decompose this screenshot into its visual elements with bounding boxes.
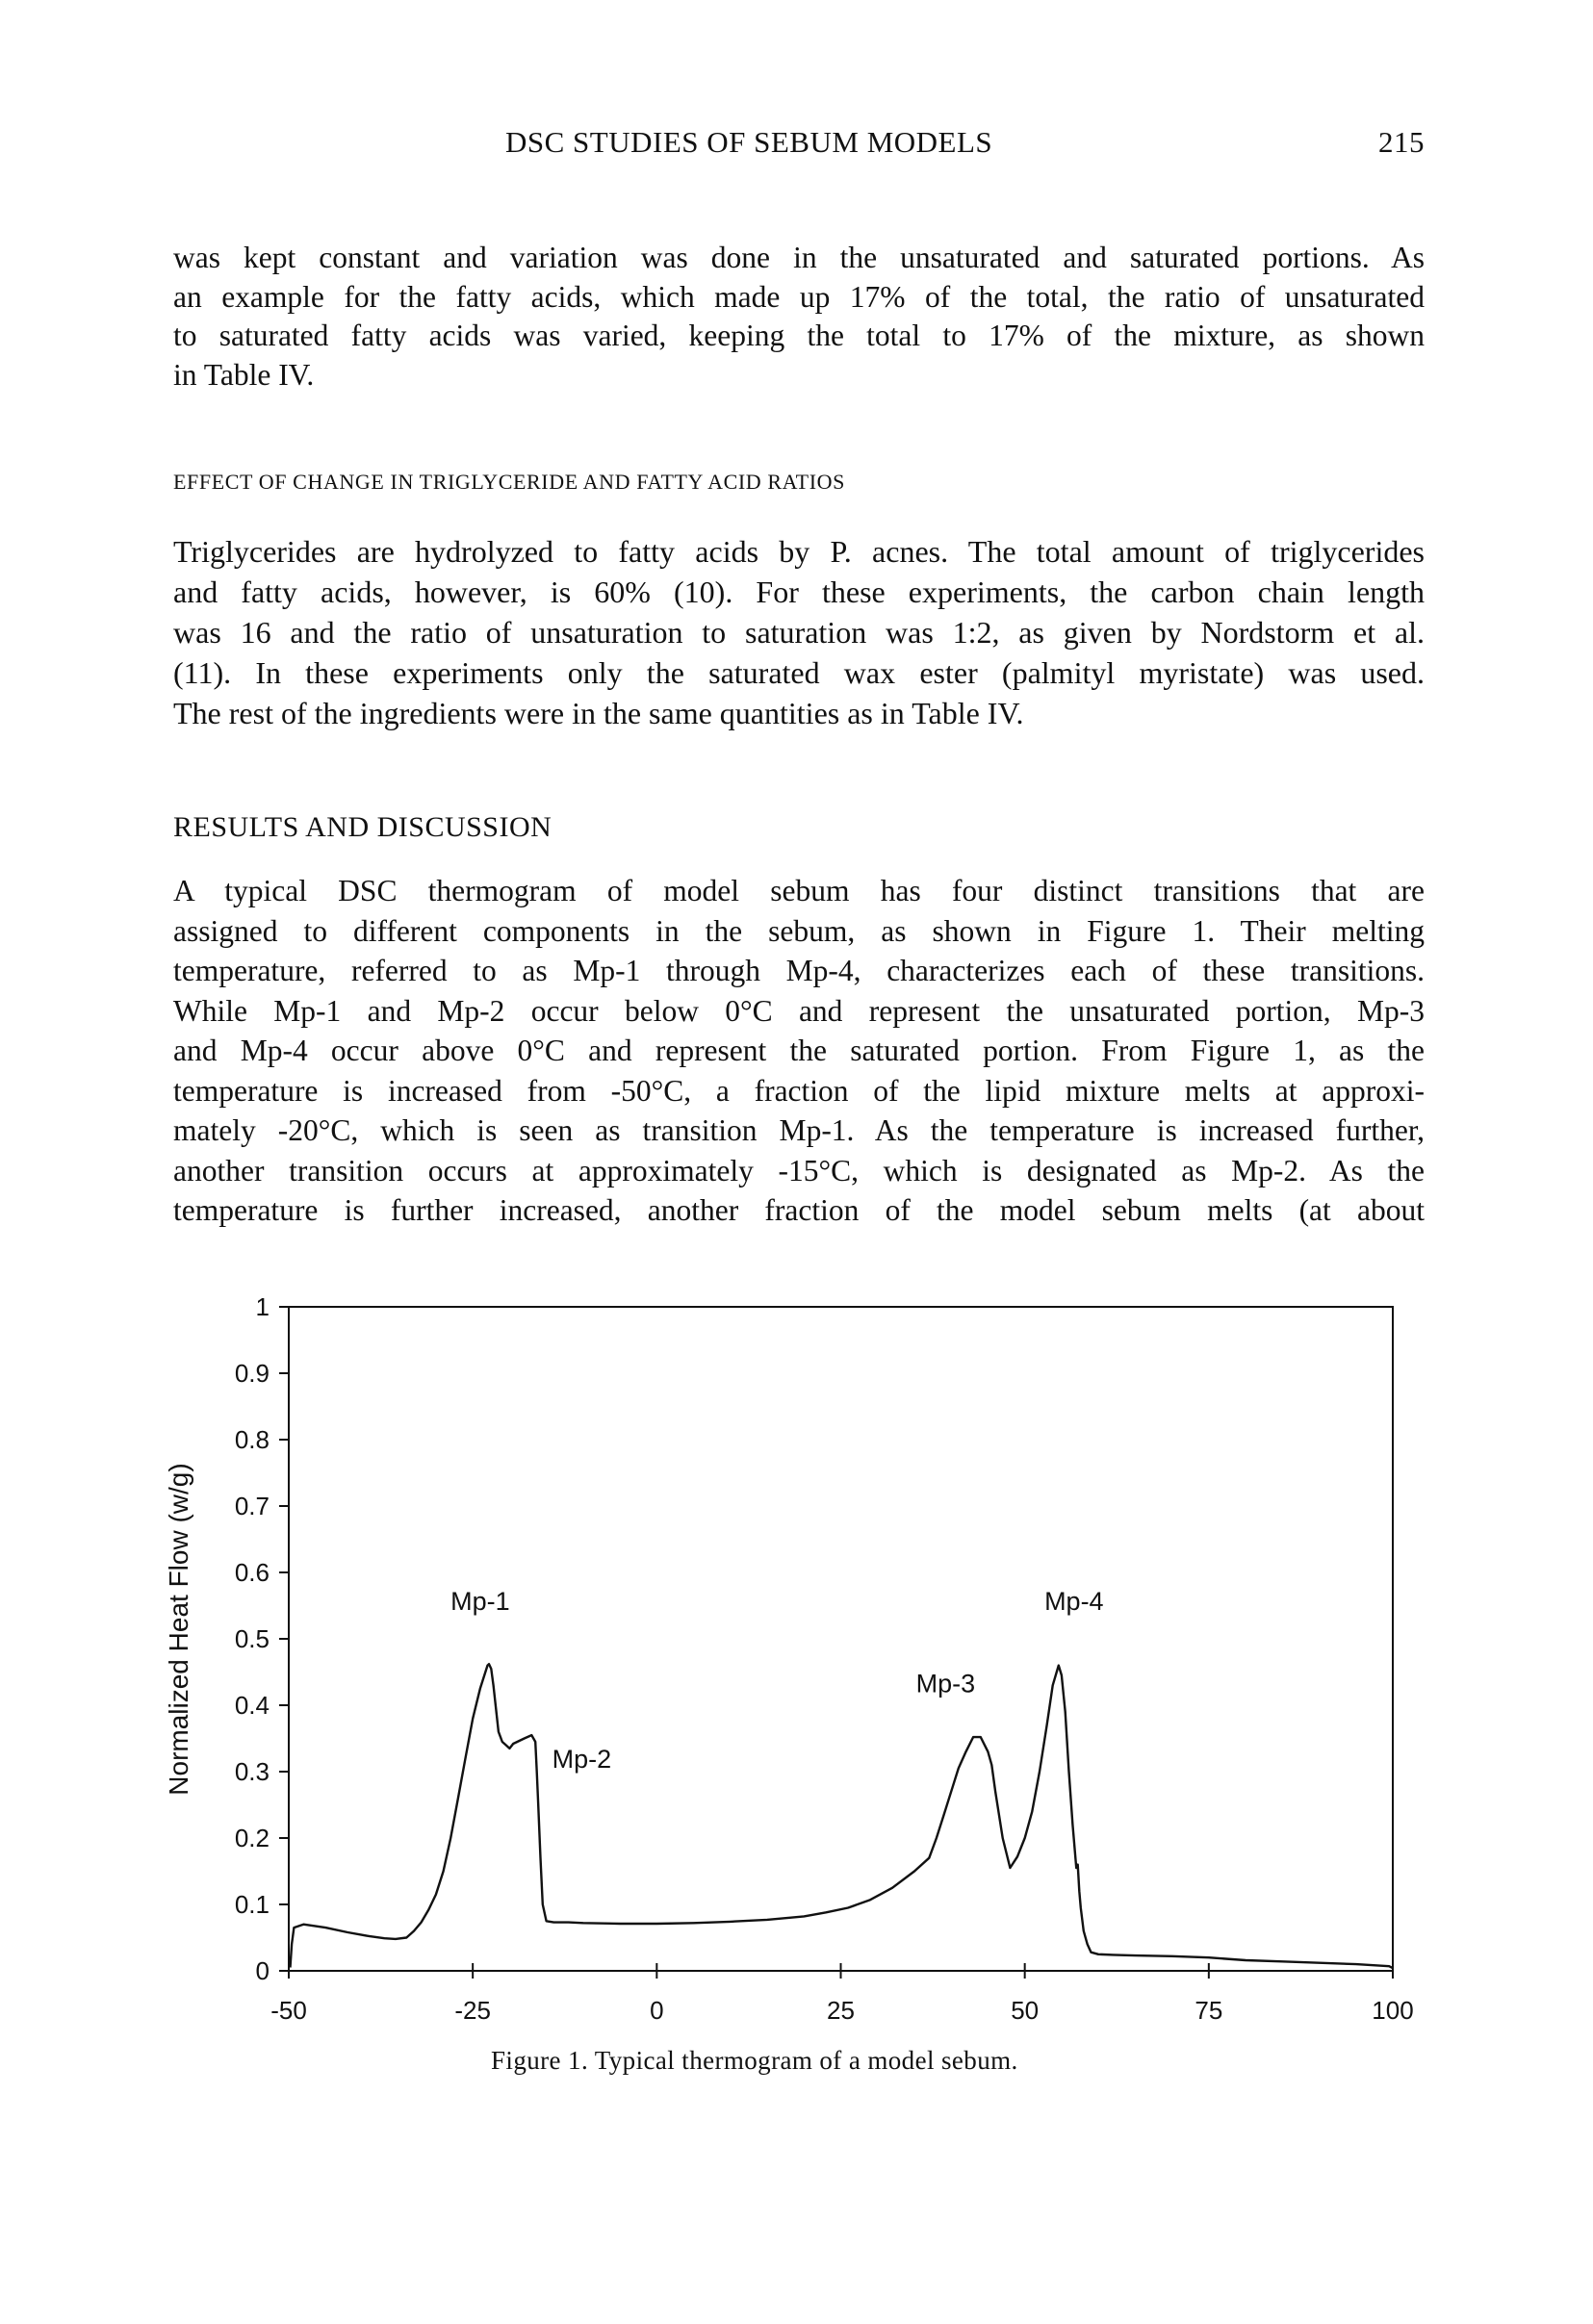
peak-label-mp-2: Mp-2 [552,1745,612,1775]
y-tick-label: 0.1 [234,1890,270,1919]
text-line: another transition occurs at approximately -15°C, which is designated as Mp-2. As the [173,1153,1425,1188]
x-tick-label: 100 [1372,1996,1414,2025]
peak-label-mp-4: Mp-4 [1044,1586,1104,1616]
running-title: DSC STUDIES OF SEBUM MODELS [505,125,993,159]
text-line: The rest of the ingredients were in the same quantities as in Table IV. [173,696,1024,730]
section-heading: RESULTS AND DISCUSSION [173,811,552,843]
text-line: an example for the fatty acids, which made up 17% of the total, the ratio of unsaturated [173,279,1425,314]
y-tick-label: 0.8 [234,1425,270,1454]
x-tick-label: 75 [1195,1996,1223,2025]
y-tick-label: 0.2 [234,1824,270,1852]
thermogram-curve [291,1664,1394,1968]
y-axis-title: Normalized Heat Flow (w/g) [164,1463,193,1796]
y-tick-label: 0 [255,1956,270,1985]
text-line: assigned to different components in the sebum, as shown in Figure 1. Their melting [173,913,1425,948]
text-line: A typical DSC thermogram of model sebum has four distinct transitions that are [173,874,1425,907]
text-line: (11). In these experiments only the saturated wax ester (palmityl myristate) was used. [173,655,1425,690]
caption-text: Typical thermogram of a model sebum. [594,2046,1018,2075]
figure-caption [491,2046,1018,2076]
text-line: and fatty acids, however, is 60% (10). For these experiments, the carbon chain length [173,575,1425,609]
section-subheading: EFFECT OF CHANGE IN TRIGLYCERIDE AND FATTY ACID RATIOS [173,470,845,494]
y-tick-label: 0.5 [234,1624,270,1653]
text-line: temperature, referred to as Mp-1 through Mp-4, characterizes each of these transitions. [173,954,1425,987]
y-tick-label: 0.6 [234,1558,270,1587]
text-line: While Mp-1 and Mp-2 occur below 0°C and represent the unsaturated portion, Mp-3 [173,993,1425,1028]
page-number: 215 [1378,125,1425,159]
x-tick-label: 0 [650,1996,664,2025]
caption-label: Figure 1. [491,2046,589,2075]
x-tick-label: -25 [454,1996,491,2025]
text-line: Triglycerides are hydrolyzed to fatty acids by P. acnes. The total amount of triglycerides [173,534,1425,569]
text-line: in Table IV. [173,357,315,392]
x-tick-label: 50 [1011,1996,1040,2025]
text-line: mately -20°C, which is seen as transition Mp-1. As the temperature is increased further, [173,1113,1425,1147]
y-tick-label: 0.7 [234,1492,270,1520]
y-tick-label: 0.3 [234,1757,270,1786]
text-line: and Mp-4 occur above 0°C and represent the saturated portion. From Figure 1, as the [173,1034,1425,1067]
paragraph-results [173,871,1425,1231]
thermogram-chart [0,1270,1593,2040]
text-line: was kept constant and variation was done in the unsaturated and saturated portions. As [173,241,1425,274]
text-line: temperature is further increased, another fraction of the model sebum melts (at about [173,1193,1425,1227]
x-tick-label: -50 [270,1996,307,2025]
text-line: to saturated fatty acids was varied, keeping the total to 17% of the mixture, as shown [173,319,1425,352]
text-line: temperature is increased from -50°C, a fraction of the lipid mixture melts at approxi- [173,1073,1425,1108]
paragraph-continued [173,239,1425,395]
text-line: was 16 and the ratio of unsaturation to saturation was 1:2, as given by Nordstorm et al. [173,615,1425,650]
y-tick-label: 1 [255,1292,270,1321]
running-header [173,125,1425,167]
x-tick-label: 25 [827,1996,855,2025]
y-tick-label: 0.4 [234,1691,270,1720]
y-tick-label: 0.9 [234,1359,270,1388]
peak-label-mp-3: Mp-3 [915,1669,976,1698]
plot-frame [289,1307,1393,1971]
peak-label-mp-1: Mp-1 [450,1586,510,1616]
paragraph-triglycerides [173,531,1425,733]
